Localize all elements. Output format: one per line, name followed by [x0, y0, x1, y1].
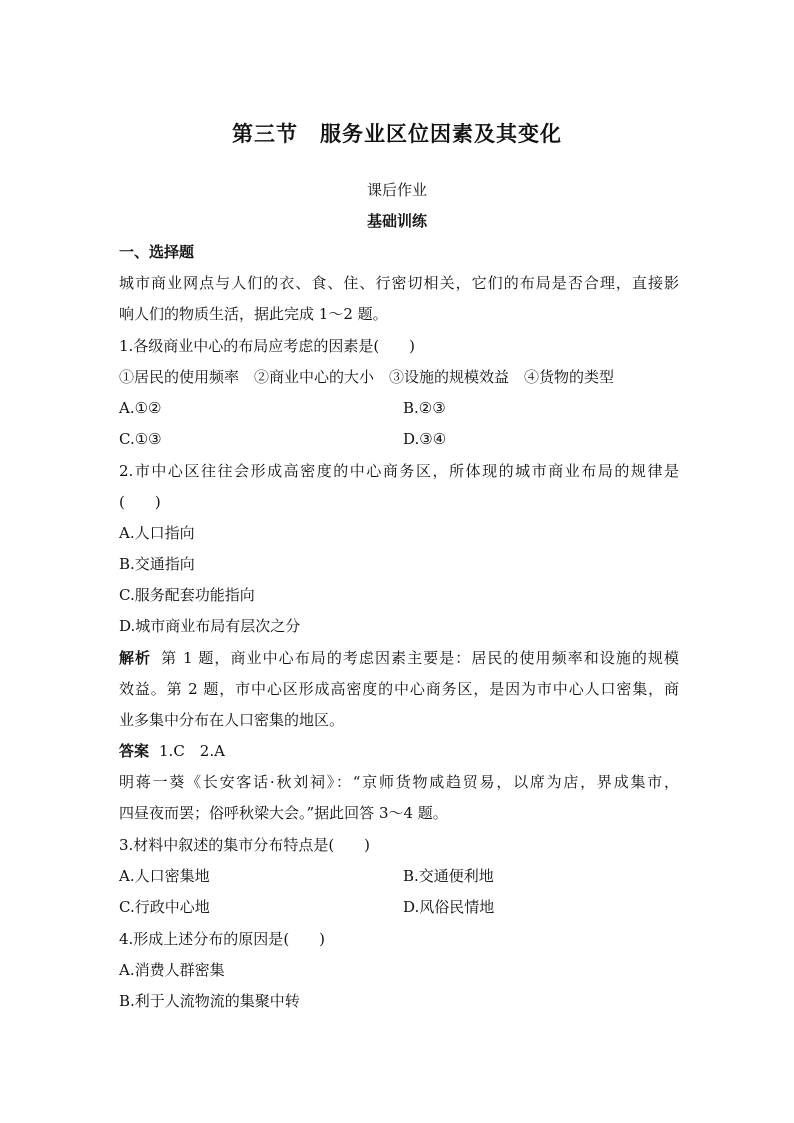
q1-option-a: A.①② — [119, 399, 162, 417]
material1-line2: 响人们的物质生活，据此完成 1～2 题。 — [119, 305, 388, 323]
q2-option-b: B.交通指向 — [119, 555, 195, 573]
answer-label: 答案 — [119, 742, 150, 760]
material1-line1: 城市商业网点与人们的衣、食、住、行密切相关，它们的布局是否合理，直接影 — [119, 274, 679, 292]
q3-stem: 3.材料中叙述的集市分布特点是( ) — [119, 836, 371, 854]
subtitle-basic-training: 基础训练 — [366, 212, 427, 230]
q3-option-d: D.风俗民情地 — [403, 898, 495, 916]
material2-line1: 明蒋一葵《长安客话·秋刘祠》：“京师货物咸趋贸易，以席为店，界成集市， — [119, 773, 679, 791]
analysis-text-1: 第 1 题，商业中心布局的考虑因素主要是：居民的使用频率和设施的规模 — [161, 649, 679, 667]
subtitle-homework: 课后作业 — [366, 181, 427, 199]
q3-option-a: A.人口密集地 — [119, 867, 210, 885]
analysis-line3: 业多集中分布在人口密集的地区。 — [119, 711, 345, 729]
q4-option-a: A.消费人群密集 — [119, 961, 225, 979]
material2-line2: 四昼夜而罢；俗呼秋梁大会。”据此回答 3～4 题。 — [119, 804, 448, 822]
q3-option-c: C.行政中心地 — [119, 898, 210, 916]
analysis-line1 — [119, 648, 679, 668]
analysis-label: 解析 — [119, 649, 152, 667]
analysis-line2: 效益。第 2 题，市中心区形成高密度的中心商务区，是因为市中心人口密集，商 — [119, 680, 679, 698]
q2-stem-line2: ( ) — [119, 493, 161, 511]
q2-option-c: C.服务配套功能指向 — [119, 586, 255, 604]
q2-option-a: A.人口指向 — [119, 524, 195, 542]
q1-stem: 1.各级商业中心的布局应考虑的因素是( ) — [119, 337, 416, 355]
q1-option-b: B.②③ — [403, 399, 446, 417]
q2-stem-line1: 2.市中心区往往会形成高密度的中心商务区，所体现的城市商业布局的规律是 — [119, 462, 679, 480]
q1-items: ①居民的使用频率 ②商业中心的大小 ③设施的规模效益 ④货物的类型 — [119, 368, 615, 386]
page-title: 第三节 服务业区位因素及其变化 — [232, 121, 562, 146]
section-heading: 一、选择题 — [119, 243, 195, 261]
q4-option-b: B.利于人流物流的集聚中转 — [119, 992, 300, 1010]
q4-stem: 4.形成上述分布的原因是( ) — [119, 930, 326, 948]
q1-option-d: D.③④ — [403, 430, 447, 448]
answer-text: 1.C 2.A — [159, 742, 225, 760]
answer-line — [119, 741, 679, 761]
q3-option-b: B.交通便利地 — [403, 867, 494, 885]
q2-option-d: D.城市商业布局有层次之分 — [119, 617, 301, 635]
q1-option-c: C.①③ — [119, 430, 162, 448]
